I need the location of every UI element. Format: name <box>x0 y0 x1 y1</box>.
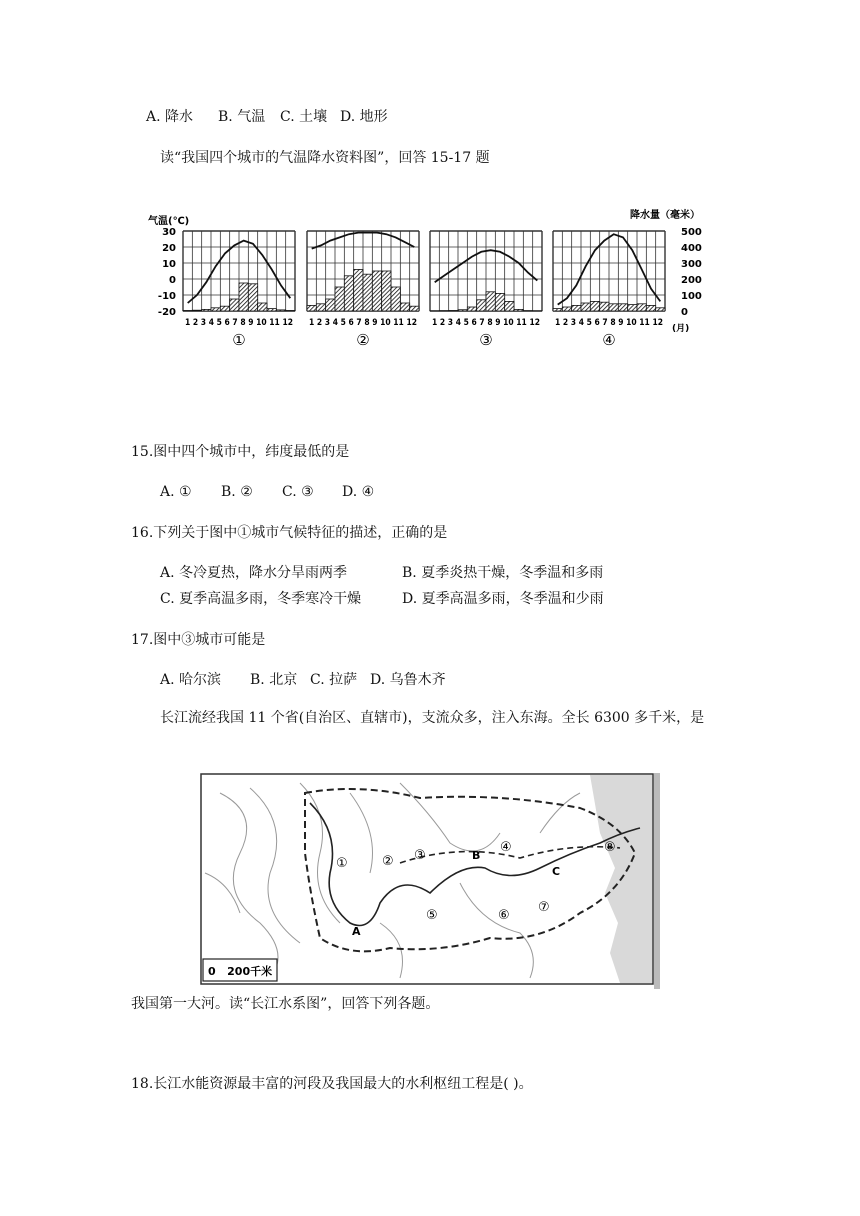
precip-bar <box>495 293 504 311</box>
q16-option-b: B. 夏季炎热干燥，冬季温和多雨 <box>402 565 604 581</box>
q17-option-a: A. 哈尔滨 <box>160 672 222 688</box>
climate-panel-3 <box>430 231 542 349</box>
q16-options-row1 <box>160 563 603 583</box>
map-label-7: ⑦ <box>538 900 550 915</box>
precip-bar <box>316 304 325 311</box>
q15-options <box>160 482 374 502</box>
climate-figure <box>140 204 710 350</box>
q18-stem: 18.长江水能资源最丰富的河段及我国最大的水利枢纽工程是( )。 <box>131 1076 533 1092</box>
precip-bar <box>326 299 335 311</box>
precip-bar <box>363 274 372 311</box>
precip-bar <box>400 303 409 311</box>
precip-bar <box>458 310 467 311</box>
precip-bar <box>467 307 476 311</box>
panel-number: ① <box>232 331 246 349</box>
climate-panel-2 <box>307 231 419 349</box>
month-unit-label: (月) <box>672 324 690 334</box>
q17-options <box>160 670 446 690</box>
temp-tick: 30 <box>162 227 176 238</box>
precip-tick: 0 <box>681 307 688 318</box>
map-label-8: ⑧ <box>604 840 616 855</box>
precip-bar <box>410 306 419 311</box>
precip-bar <box>505 301 514 311</box>
precip-bar <box>239 283 248 311</box>
precip-bar <box>267 309 276 311</box>
precip-bar <box>656 308 665 311</box>
precip-bar <box>618 304 627 311</box>
q17-stem: 17.图中③城市可能是 <box>131 632 266 648</box>
map-label-2: ② <box>382 854 394 869</box>
month-ticks: 1 2 3 4 5 6 7 8 9 10 11 12 <box>555 318 664 328</box>
month-ticks: 1 2 3 4 5 6 7 8 9 10 11 12 <box>432 318 541 328</box>
precip-bar <box>609 304 618 311</box>
precip-bar <box>562 307 571 311</box>
precip-bar <box>258 303 267 311</box>
month-ticks: 1 2 3 4 5 6 7 8 9 10 11 12 <box>309 318 418 328</box>
precip-axis-label: 降水量（毫米） <box>630 210 700 221</box>
q15-option-d: D. ④ <box>342 484 375 500</box>
q14-option-b: B. 气温 <box>218 109 266 125</box>
precip-tick: 500 <box>681 227 702 238</box>
q16-option-a: A. 冬冷夏热，降水分旱雨两季 <box>160 565 348 581</box>
q14-options <box>146 107 388 127</box>
intro-18-part2: 我国第一大河。读“长江水系图”，回答下列各题。 <box>131 996 440 1012</box>
map-label-a: A <box>352 925 361 938</box>
map-label-5: ⑤ <box>426 908 438 923</box>
precip-bar <box>307 305 316 311</box>
panel-number: ③ <box>479 331 493 349</box>
precip-bar <box>646 305 655 311</box>
q16-options-row2 <box>160 589 604 609</box>
precip-bar <box>230 299 239 311</box>
map-label-4: ④ <box>500 840 512 855</box>
q15-stem: 15.图中四个城市中，纬度最低的是 <box>131 444 350 460</box>
map-scale: 0 200千米 <box>208 965 273 978</box>
precip-bar <box>276 310 285 311</box>
yangtze-map <box>200 773 662 989</box>
precip-bar <box>514 309 523 311</box>
panel-number: ④ <box>602 331 616 349</box>
q16-option-d: D. 夏季高温多雨，冬季温和少雨 <box>402 591 604 607</box>
precip-bar <box>344 276 353 311</box>
precip-bar <box>581 303 590 311</box>
q15-option-a: A. ① <box>160 484 192 500</box>
intro-15: 读“我国四个城市的气温降水资料图”，回答 15-17 题 <box>160 150 490 166</box>
map-label-3: ③ <box>414 848 426 863</box>
q15-option-b: B. ② <box>221 484 253 500</box>
intro-18-part1: 长江流经我国 11 个省(自治区、直辖市)，支流众多，注入东海。全长 6300 多千米，是 <box>160 710 705 726</box>
precip-bar <box>391 287 400 311</box>
temp-axis-label: 气温(℃) <box>148 216 190 227</box>
temp-tick: 20 <box>162 243 176 254</box>
precip-tick: 400 <box>681 243 702 254</box>
q16-option-c: C. 夏季高温多雨，冬季寒冷干燥 <box>160 591 362 607</box>
map-label-6: ⑥ <box>498 908 510 923</box>
map-label-c: C <box>552 865 561 878</box>
precip-bar <box>248 284 257 311</box>
precip-bar <box>590 301 599 311</box>
precip-tick: 300 <box>681 259 702 270</box>
precip-bar <box>335 287 344 311</box>
q16-stem: 16.下列关于图中①城市气候特征的描述，正确的是 <box>131 525 448 541</box>
precip-bar <box>477 300 486 311</box>
q14-option-a: A. 降水 <box>146 109 194 125</box>
q17-option-b: B. 北京 <box>250 672 298 688</box>
precip-bar <box>637 304 646 311</box>
precip-bar <box>600 302 609 311</box>
precip-bar <box>628 305 637 311</box>
temp-tick: 0 <box>169 275 176 286</box>
precip-bar <box>372 271 381 311</box>
precip-bar <box>354 269 363 311</box>
precip-bar <box>192 310 201 311</box>
precip-bar <box>220 306 229 311</box>
climate-panel-1 <box>183 231 295 349</box>
temp-tick: 10 <box>162 259 176 270</box>
precip-bar <box>382 271 391 311</box>
q14-option-d: D. 地形 <box>340 109 388 125</box>
precip-bar <box>211 308 220 311</box>
temp-tick: -20 <box>157 307 176 318</box>
precip-bar <box>572 305 581 311</box>
map-label-1: ① <box>336 856 348 871</box>
temp-tick: -10 <box>157 291 176 302</box>
q15-option-c: C. ③ <box>282 484 314 500</box>
q17-option-c: C. 拉萨 <box>310 672 358 688</box>
map-label-b: B <box>472 849 481 862</box>
precip-tick: 100 <box>681 291 702 302</box>
precip-tick: 200 <box>681 275 702 286</box>
precip-bar <box>486 292 495 311</box>
precip-bar <box>553 309 562 311</box>
precip-bar <box>202 309 211 311</box>
month-ticks: 1 2 3 4 5 6 7 8 9 10 11 12 <box>185 318 294 328</box>
panel-number: ② <box>356 331 370 349</box>
q14-option-c: C. 土壤 <box>280 109 328 125</box>
climate-panel-4 <box>553 231 665 349</box>
q17-option-d: D. 乌鲁木齐 <box>370 672 446 688</box>
